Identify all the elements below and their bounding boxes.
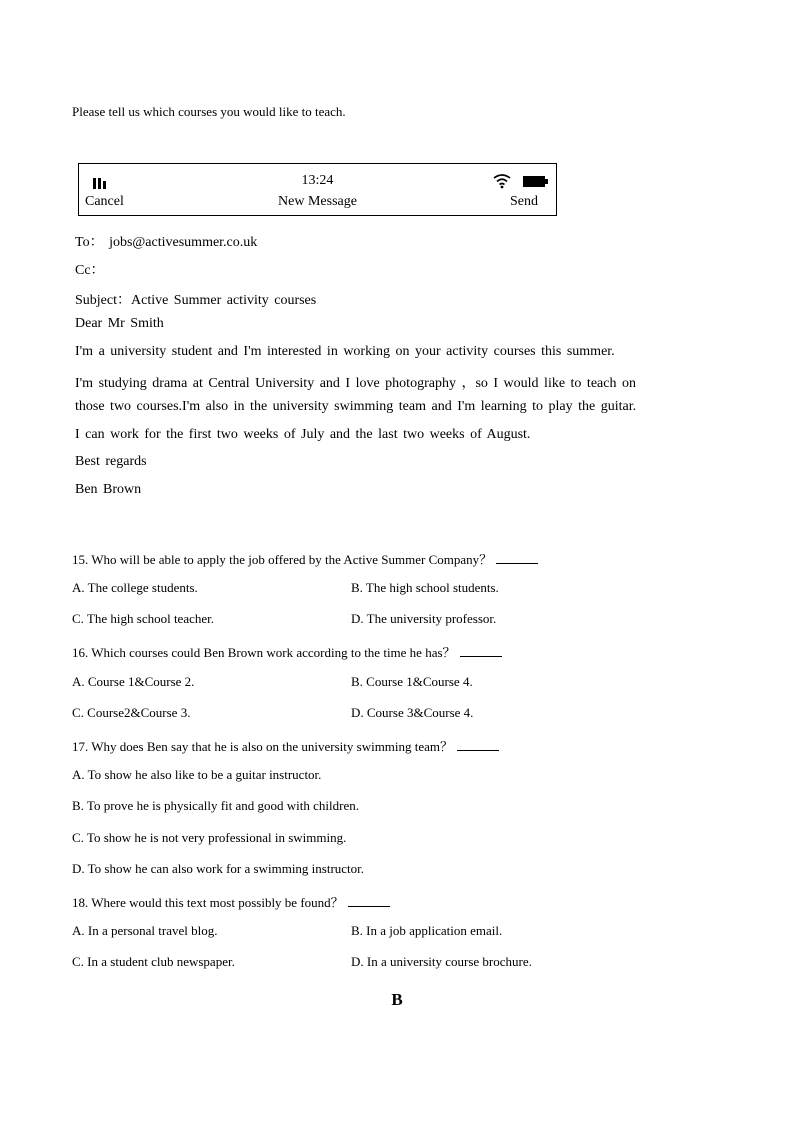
option-17-b: B. To prove he is physically fit and good with children. [72, 798, 359, 813]
email-body-line: I'm a university student and I'm interested in working on your activity courses this summer. [75, 344, 615, 359]
email-body-line: I'm studying drama at Central University and I love photography ，so I would like to teach on [75, 376, 636, 391]
section-heading: B [391, 990, 403, 1009]
option-18-b: B. In a job application email. [351, 923, 503, 938]
option-16-d: D. Course 3&Course 4. [351, 705, 474, 720]
email-signature: Ben Brown [75, 482, 142, 497]
answer-blank [460, 646, 502, 657]
option-16-a: A. Course 1&Course 2. [72, 674, 195, 689]
option-15-a: A. The college students. [72, 580, 198, 595]
email-signoff: Best regards [75, 454, 147, 469]
option-18-a: A. In a personal travel blog. [72, 923, 218, 938]
option-16-c: C. Course2&Course 3. [72, 705, 191, 720]
email-cc-field: Cc： [75, 263, 105, 278]
send-button[interactable]: Send [510, 194, 538, 209]
question-17: 17. Why does Ben say that he is also on the university swimming team？ [72, 736, 499, 755]
option-18-d: D. In a university course brochure. [351, 954, 532, 969]
email-greeting: Dear Mr Smith [75, 316, 164, 331]
status-time: 13:24 [301, 173, 334, 188]
option-15-b: B. The high school students. [351, 580, 499, 595]
email-body-line: those two courses.I'm also in the university swimming team and I'm learning to play the guitar. [75, 399, 637, 414]
option-15-c: C. The high school teacher. [72, 611, 215, 626]
answer-blank [457, 740, 499, 751]
option-18-c: C. In a student club newspaper. [72, 954, 235, 969]
option-17-c: C. To show he is not very professional in swimming. [72, 830, 347, 845]
email-body-line: I can work for the first two weeks of July and the last two weeks of August. [75, 427, 531, 442]
question-18: 18. Where would this text most possibly be found？ [72, 892, 390, 911]
email-subject-field: Subject：Active Summer activity courses [75, 293, 317, 308]
intro-text: Please tell us which courses you would like to teach. [72, 104, 346, 119]
option-15-d: D. The university professor. [351, 611, 497, 626]
phone-message-header [78, 163, 557, 216]
battery-icon [523, 176, 548, 187]
option-17-a: A. To show he also like to be a guitar instructor. [72, 767, 322, 782]
new-message-title: New Message [278, 194, 357, 209]
answer-blank [496, 553, 538, 564]
wifi-icon [493, 173, 511, 189]
option-16-b: B. Course 1&Course 4. [351, 674, 473, 689]
cancel-button[interactable]: Cancel [85, 194, 124, 209]
question-16: 16. Which courses could Ben Brown work according to the time he has？ [72, 642, 502, 661]
answer-blank [348, 896, 390, 907]
option-17-d: D. To show he can also work for a swimming instructor. [72, 861, 365, 876]
email-to-field: To： jobs@activesummer.co.uk [75, 235, 258, 250]
question-15: 15. Who will be able to apply the job offered by the Active Summer Company？ [72, 549, 538, 568]
